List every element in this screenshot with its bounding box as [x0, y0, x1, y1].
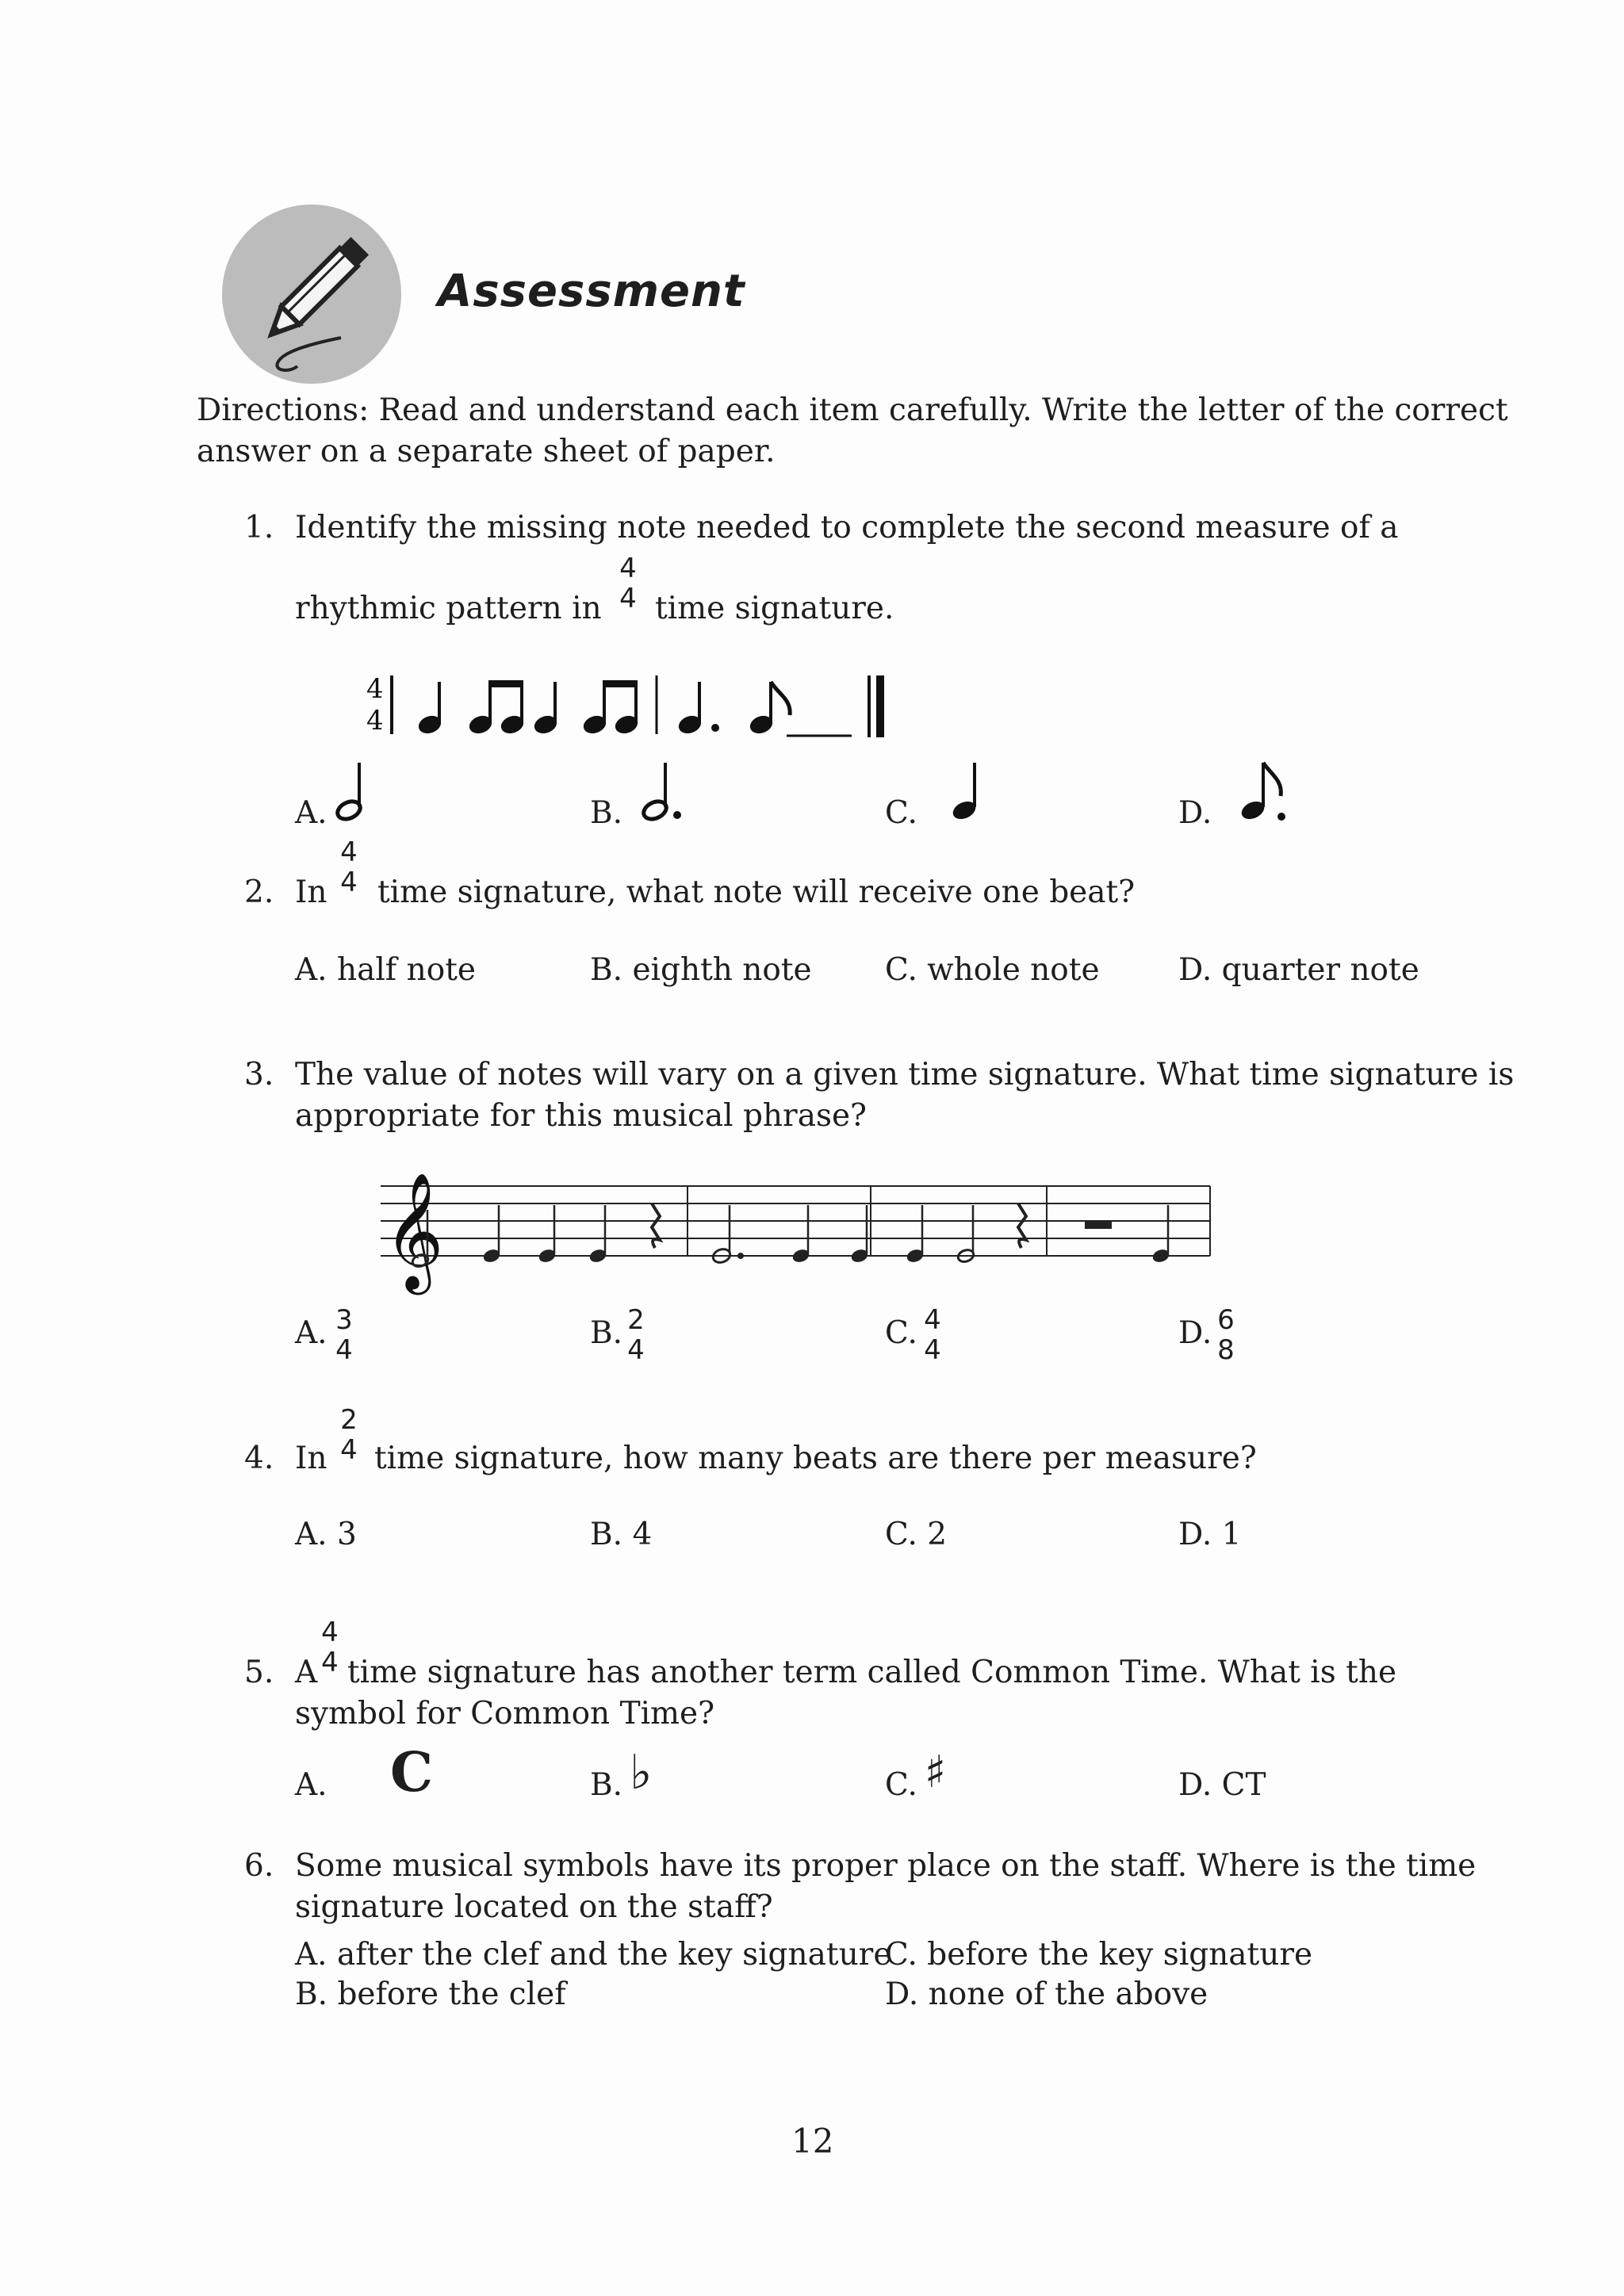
q3-choice-c[interactable] [885, 1313, 917, 1354]
ts-bottom: 4 [627, 1334, 645, 1366]
q3-choice-d-time-signature [1213, 1305, 1239, 1365]
q3-choice-d[interactable] [1178, 1313, 1212, 1354]
choice-letter: C. [885, 1315, 917, 1351]
question-1-time-signature [615, 553, 641, 614]
q1-choice-c[interactable] [885, 793, 917, 834]
q2-choice-a[interactable]: A. half note [295, 952, 476, 988]
q5-choice-a[interactable] [295, 1765, 327, 1806]
choice-letter: B. [590, 795, 623, 831]
question-3-line-1: The value of notes will vary on a given time signature. What time signature is [295, 1057, 1515, 1093]
question-5-line-2: symbol for Common Time? [295, 1696, 715, 1732]
question-5-number: 5. [244, 1655, 274, 1690]
question-5-pre: A [295, 1655, 318, 1690]
ts-top: 3 [335, 1304, 353, 1336]
question-6-line-1: Some musical symbols have its proper place on the staff. Where is the time [295, 1848, 1477, 1884]
choice-letter: A. [295, 1315, 327, 1351]
page-title: Assessment [438, 266, 745, 317]
question-5-line-1: time signature has another term called Common Time. What is the [347, 1655, 1397, 1690]
q2-choice-b[interactable]: B. eighth note [590, 952, 812, 988]
question-4-number: 4. [244, 1441, 274, 1476]
q1-choice-d[interactable] [1178, 793, 1212, 834]
choice-letter: C. [885, 795, 917, 831]
choice-letter: A. [295, 1767, 327, 1803]
choice-letter: A. [295, 795, 327, 831]
choice-letter: D. [1178, 795, 1212, 831]
q6-choice-b[interactable]: B. before the clef [295, 1976, 566, 2012]
q3-choice-b[interactable] [590, 1313, 622, 1354]
question-3-number: 3. [244, 1057, 274, 1093]
q3-choice-a[interactable] [295, 1313, 327, 1354]
question-2-text: time signature, what note will receive one beat? [377, 874, 1136, 910]
musical-phrase-staff [373, 1150, 1213, 1311]
ts-top: 4 [340, 836, 358, 868]
question-1-line-1: Identify the missing note needed to complete the second measure of a [295, 510, 1399, 545]
question-6-number: 6. [244, 1848, 274, 1884]
directions-line-1: Directions: Read and understand each item carefully. Write the letter of the correct [197, 392, 1508, 428]
q3-choice-c-time-signature [920, 1305, 945, 1365]
ts-top: 2 [340, 1404, 358, 1436]
question-1-line-2a: rhythmic pattern in [295, 591, 602, 626]
q2-choice-c[interactable]: C. whole note [885, 952, 1100, 988]
question-1-line-2b: time signature. [655, 591, 894, 626]
q5-choice-b[interactable] [590, 1765, 622, 1806]
choice-letter: B. [590, 1767, 623, 1803]
q6-choice-a[interactable]: A. after the clef and the key signature [295, 1937, 892, 1973]
q4-choice-d[interactable]: D. 1 [1178, 1517, 1242, 1552]
svg-text:4: 4 [366, 673, 384, 705]
ts-top: 6 [1217, 1304, 1235, 1336]
half-note-icon [333, 760, 373, 826]
ts-bottom: 8 [1217, 1334, 1235, 1366]
svg-text:4: 4 [366, 705, 384, 737]
q6-choice-d[interactable]: D. none of the above [885, 1976, 1208, 2012]
question-2-pre: In [295, 874, 327, 910]
question-3-line-2: appropriate for this musical phrase? [295, 1098, 867, 1134]
q3-choice-b-time-signature [623, 1305, 649, 1365]
q5-choice-d[interactable]: D. CT [1178, 1767, 1266, 1803]
q4-choice-c[interactable]: C. 2 [885, 1517, 948, 1552]
ts-top: 4 [321, 1617, 339, 1648]
question-4-pre: In [295, 1441, 327, 1476]
q2-choice-d[interactable]: D. quarter note [1178, 952, 1419, 988]
directions-line-2: answer on a separate sheet of paper. [197, 434, 776, 469]
dotted-eighth-note-icon [1237, 760, 1293, 826]
quarter-note-icon [948, 760, 988, 826]
q3-choice-a-time-signature [331, 1305, 357, 1365]
pencil-badge-icon [222, 205, 401, 384]
question-4-text: time signature, how many beats are there per measure? [374, 1441, 1257, 1476]
ts-bottom: 4 [321, 1647, 339, 1678]
q4-choice-b[interactable]: B. 4 [590, 1517, 653, 1552]
sharp-symbol-icon: ♯ [925, 1747, 947, 1798]
choice-letter: C. [885, 1767, 917, 1803]
question-2-time-signature [336, 837, 362, 897]
ts-top: 2 [627, 1304, 645, 1336]
question-2-number: 2. [244, 874, 274, 910]
ts-bottom: 4 [340, 1434, 358, 1466]
rhythm-pattern-staff [357, 666, 975, 748]
ts-top: 4 [924, 1304, 941, 1336]
question-6-line-2: signature located on the staff? [295, 1889, 773, 1925]
ts-bottom: 4 [335, 1334, 353, 1366]
ts-bottom: 4 [619, 583, 637, 614]
q6-choice-c[interactable]: C. before the key signature [885, 1937, 1313, 1973]
flat-symbol-icon: ♭ [630, 1745, 653, 1800]
choice-letter: D. [1178, 1315, 1212, 1351]
common-time-symbol-icon: C [390, 1741, 434, 1804]
page-number: 12 [791, 2122, 834, 2160]
ts-bottom: 4 [924, 1334, 941, 1366]
q1-choice-a[interactable] [295, 793, 327, 834]
question-5-time-signature [317, 1617, 343, 1678]
ts-top: 4 [619, 553, 637, 584]
treble-clef-icon: 𝄞 [384, 1172, 444, 1290]
question-1-number: 1. [244, 510, 274, 545]
choice-letter: B. [590, 1315, 623, 1351]
q1-choice-b[interactable] [590, 793, 622, 834]
q4-choice-a[interactable]: A. 3 [295, 1517, 357, 1552]
question-4-time-signature [336, 1405, 362, 1465]
dotted-half-note-icon [639, 760, 687, 826]
ts-bottom: 4 [340, 867, 358, 898]
q5-choice-c[interactable] [885, 1765, 917, 1806]
